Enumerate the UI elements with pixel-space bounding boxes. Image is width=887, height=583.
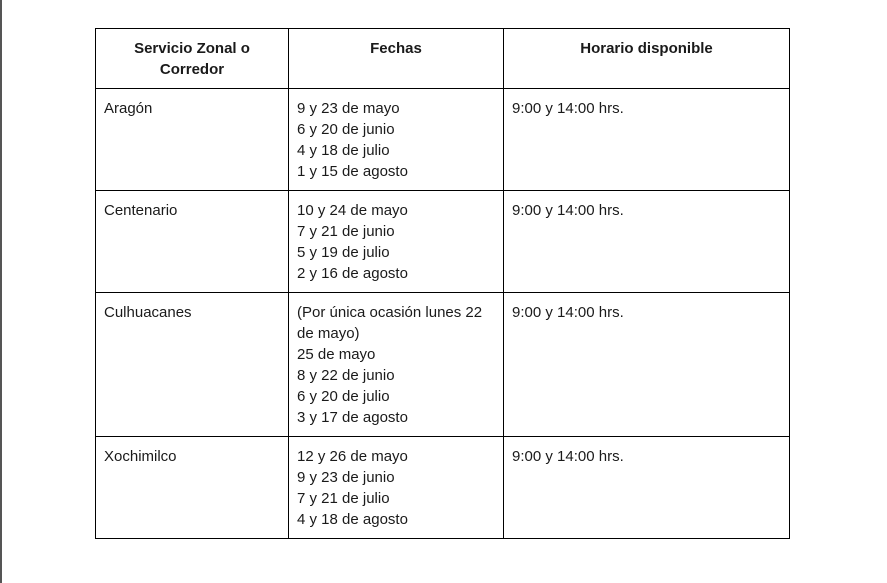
- fecha-line: 9 y 23 de mayo: [297, 100, 400, 117]
- cell-servicio: Aragón: [96, 89, 289, 191]
- header-horario: Horario disponible: [504, 29, 790, 89]
- cell-horario: 9:00 y 14:00 hrs.: [504, 293, 790, 437]
- fecha-line: 6 y 20 de junio: [297, 121, 395, 138]
- header-fechas: Fechas: [289, 29, 504, 89]
- fecha-line: 8 y 22 de junio: [297, 367, 395, 384]
- cell-horario: 9:00 y 14:00 hrs.: [504, 437, 790, 539]
- cell-servicio: Culhuacanes: [96, 293, 289, 437]
- fecha-line: 7 y 21 de julio: [297, 490, 390, 507]
- fecha-line: 6 y 20 de julio: [297, 388, 390, 405]
- fecha-line: 5 y 19 de julio: [297, 244, 390, 261]
- table-row: [96, 191, 790, 293]
- cell-fechas: [289, 89, 504, 191]
- fecha-line: 10 y 24 de mayo: [297, 202, 408, 219]
- table-row: [96, 437, 790, 539]
- table-header-row: [96, 29, 790, 89]
- fecha-line: 2 y 16 de agosto: [297, 265, 408, 282]
- cell-servicio: Centenario: [96, 191, 289, 293]
- fecha-line: 9 y 23 de junio: [297, 469, 395, 486]
- cell-servicio: Xochimilco: [96, 437, 289, 539]
- schedule-table: [95, 28, 790, 539]
- table-row: [96, 89, 790, 191]
- cell-fechas: [289, 437, 504, 539]
- cell-fechas: [289, 191, 504, 293]
- fecha-line: 3 y 17 de agosto: [297, 409, 408, 426]
- fecha-line: 1 y 15 de agosto: [297, 163, 408, 180]
- cell-fechas: [289, 293, 504, 437]
- fecha-line: 7 y 21 de junio: [297, 223, 395, 240]
- cell-horario: 9:00 y 14:00 hrs.: [504, 191, 790, 293]
- header-servicio: Servicio Zonal o Corredor: [96, 29, 289, 89]
- fecha-line: 4 y 18 de julio: [297, 142, 390, 159]
- fecha-line: 4 y 18 de agosto: [297, 511, 408, 528]
- cell-horario: 9:00 y 14:00 hrs.: [504, 89, 790, 191]
- fecha-line: 12 y 26 de mayo: [297, 448, 408, 465]
- table-row: [96, 293, 790, 437]
- fecha-line: (Por única ocasión lunes 22 de mayo): [297, 304, 483, 342]
- fecha-line: 25 de mayo: [297, 346, 376, 363]
